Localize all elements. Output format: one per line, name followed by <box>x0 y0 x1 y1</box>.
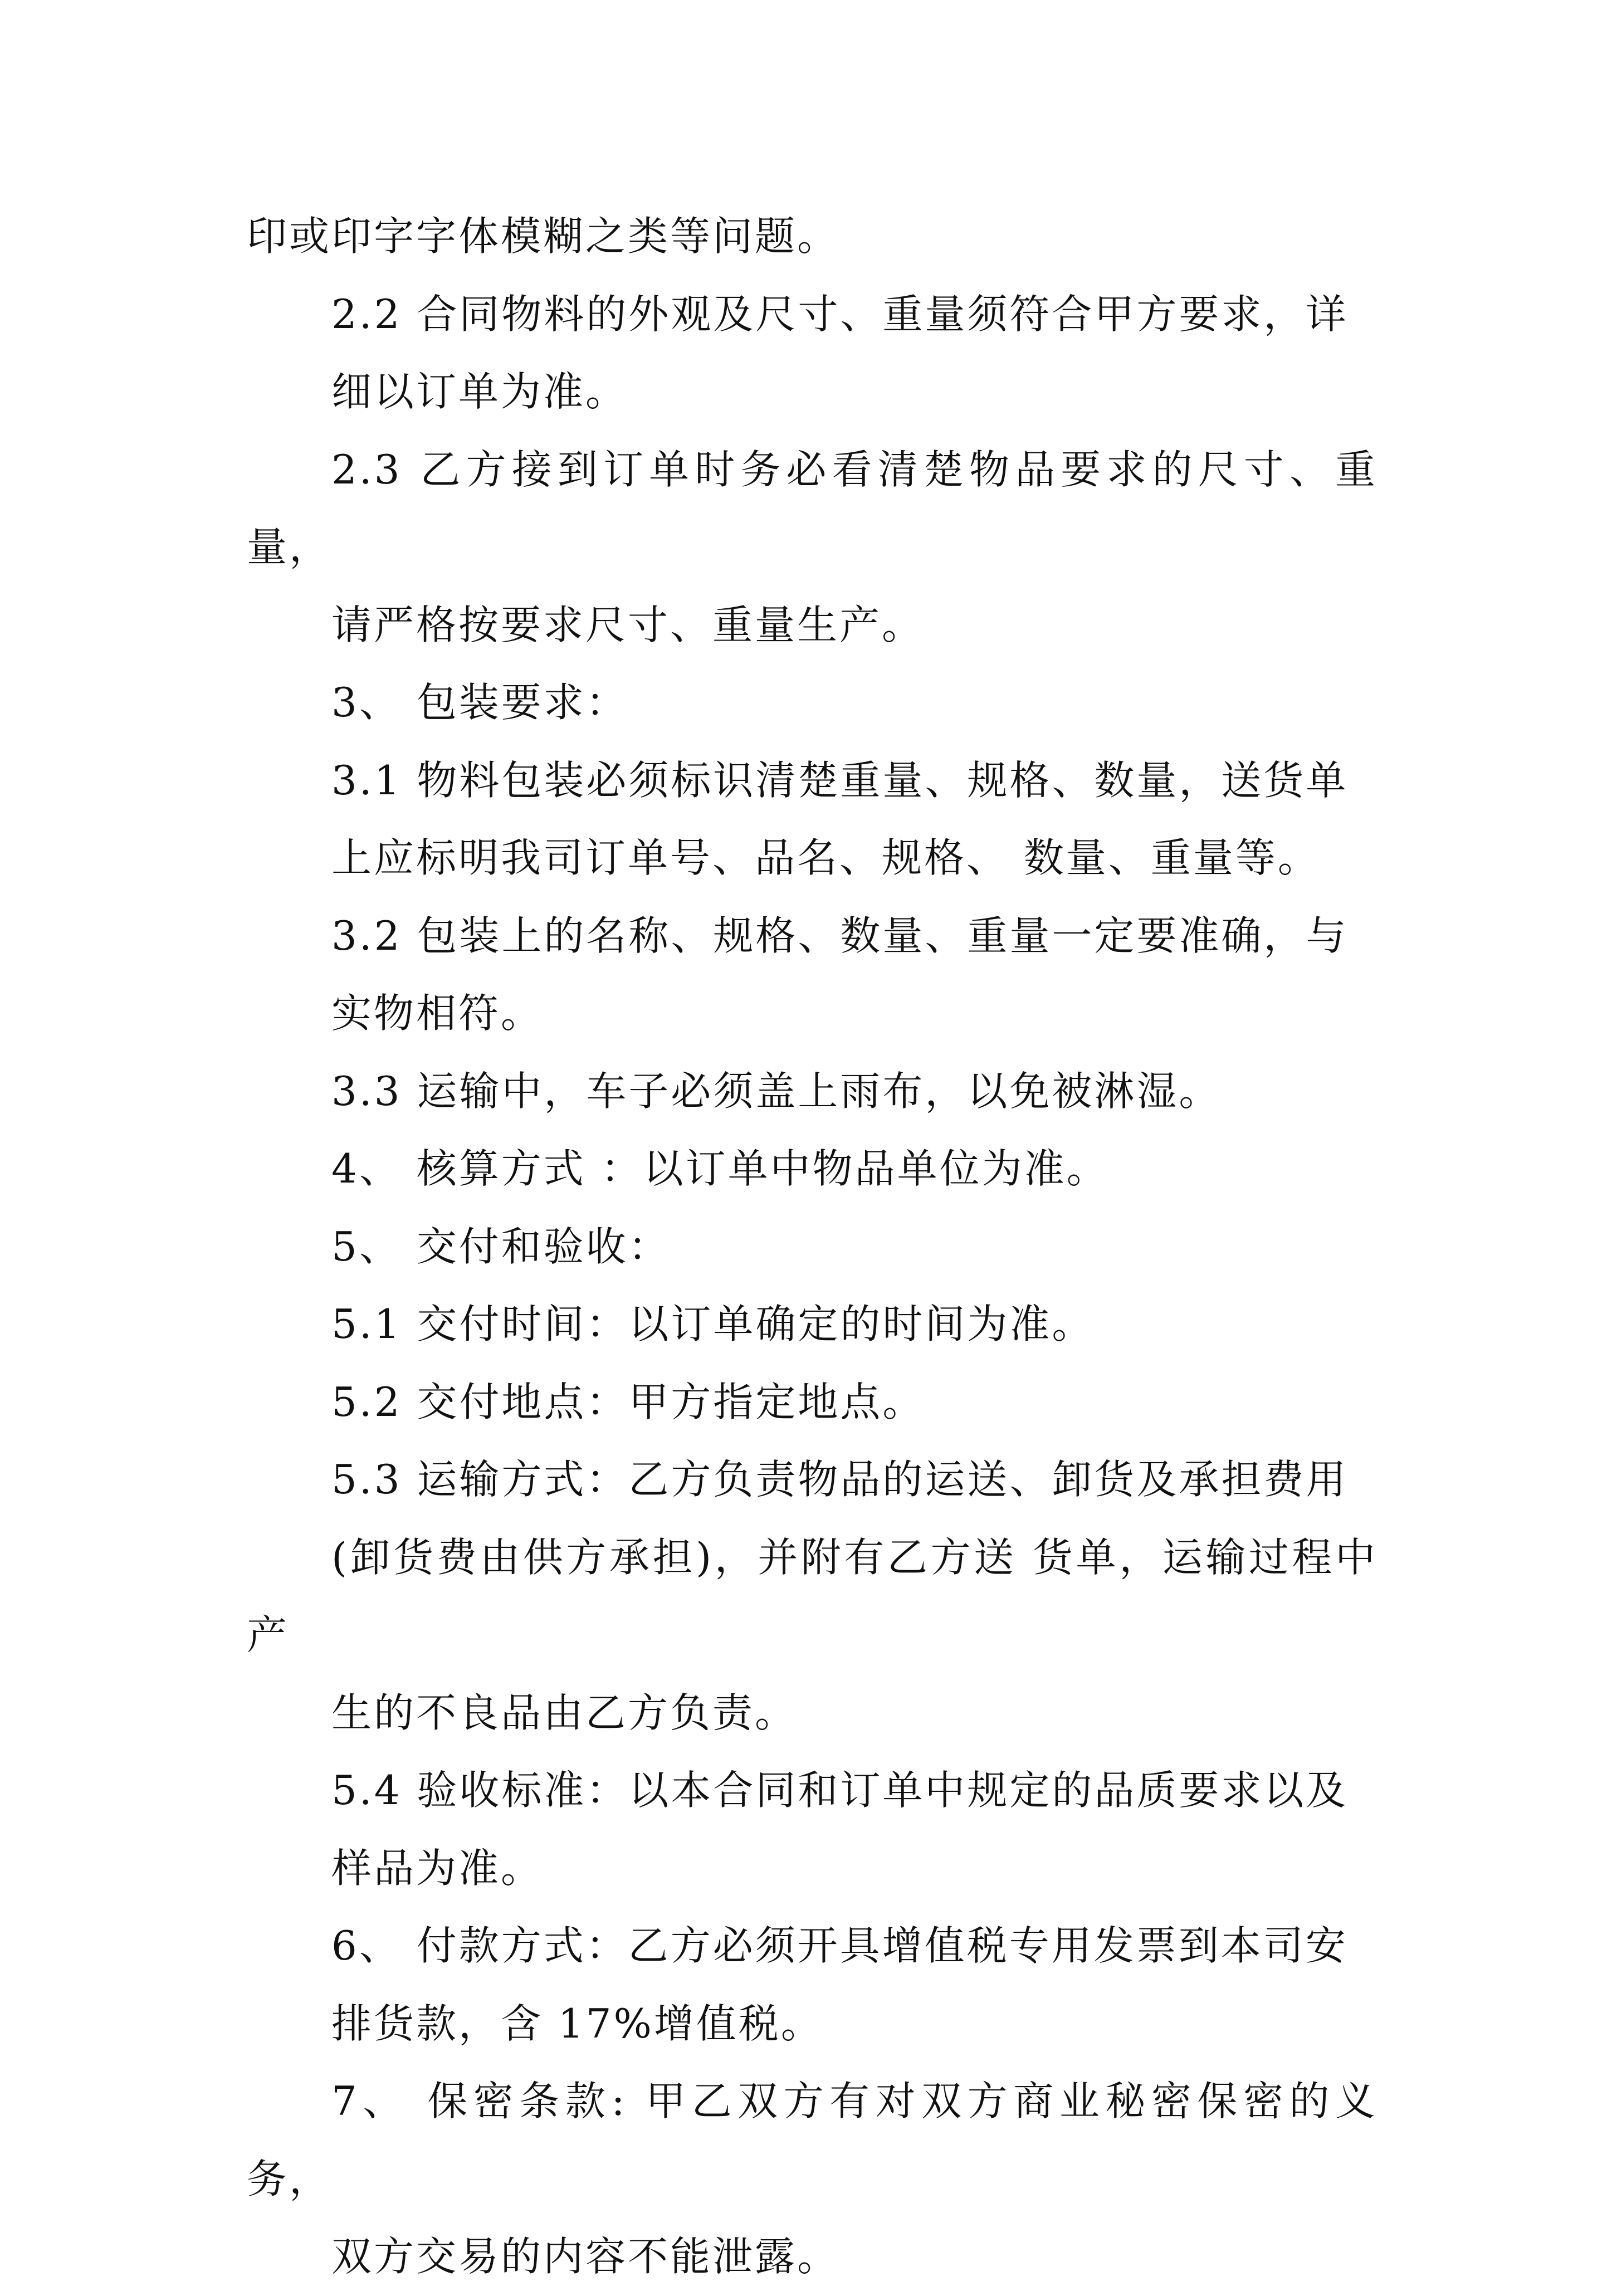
text-line: 5、 交付和验收： <box>331 1223 671 1270</box>
paragraph-5-2 <box>247 1364 1377 1442</box>
text-line: 5.1 交付时间：以订单确定的时间为准。 <box>331 1301 1095 1347</box>
text-line: 2.3 乙方接到订单时务必看清楚物品要求的尺寸、重量， <box>247 446 1377 570</box>
text-line: 实物相符。 <box>331 990 544 1037</box>
paragraph-6 <box>247 1907 1377 2063</box>
paragraph-5-4 <box>247 1752 1377 1907</box>
text-line: 3.3 运输中，车子必须盖上雨布，以免被淋湿。 <box>331 1067 1222 1115</box>
text-line: 上应标明我司订单号、品名、规格、 数量、重量等。 <box>331 834 1320 881</box>
text-line: 3.1 物料包装必须标识清楚重量、规格、数量，送货单 <box>331 756 1349 804</box>
text-line: 样品为准。 <box>331 1844 544 1892</box>
text-line: 双方交易的内容不能泄露。 <box>331 2233 840 2280</box>
text-line: 2.2 合同物料的外观及尺寸、重量须符合甲方要求，详 <box>331 290 1349 338</box>
text-line: 细以订单为准。 <box>331 368 628 415</box>
paragraph-continuation <box>247 198 1377 276</box>
paragraph-5-1 <box>247 1286 1377 1364</box>
text-line: 3、 包装要求： <box>331 679 628 726</box>
paragraph-7 <box>247 2063 1377 2296</box>
text-line: 5.2 交付地点：甲方指定地点。 <box>331 1378 925 1425</box>
text-line: 6、 付款方式：乙方必须开具增值税专用发票到本司安 <box>331 1922 1348 1969</box>
text-line: 4、 核算方式 ：以订单中物品单位为准。 <box>331 1145 1109 1192</box>
text-line: 生的不良品由乙方负责。 <box>331 1689 798 1736</box>
paragraph-3 <box>247 664 1377 742</box>
text-line: (卸货费由供方承担)，并附有乙方送 货单，运输过程中产 <box>247 1533 1377 1658</box>
document-body <box>247 198 1377 2296</box>
text-line: 5.3 运输方式：乙方负责物品的运送、卸货及承担费用 <box>331 1456 1349 1503</box>
paragraph-5 <box>247 1208 1377 1286</box>
text-line: 排货款，含 17%增值税。 <box>331 2000 823 2047</box>
paragraph-2-2 <box>247 276 1377 431</box>
paragraph-2-3 <box>247 431 1377 665</box>
paragraph-3-3 <box>247 1053 1377 1131</box>
text-line: 3.2 包装上的名称、规格、数量、重量一定要准确，与 <box>331 912 1349 959</box>
text-line: 请严格按要求尺寸、重量生产。 <box>331 601 925 648</box>
paragraph-5-3 <box>247 1441 1377 1752</box>
text-line: 5.4 验收标准：以本合同和订单中规定的品质要求以及 <box>331 1767 1349 1814</box>
paragraph-3-2 <box>247 897 1377 1053</box>
paragraph-3-1 <box>247 742 1377 897</box>
paragraph-4 <box>247 1130 1377 1208</box>
text-line: 7、 保密条款: 甲乙双方有对双方商业秘密保密的义务， <box>247 2078 1377 2202</box>
text-line: 印或印字字体模糊之类等问题。 <box>247 213 840 260</box>
